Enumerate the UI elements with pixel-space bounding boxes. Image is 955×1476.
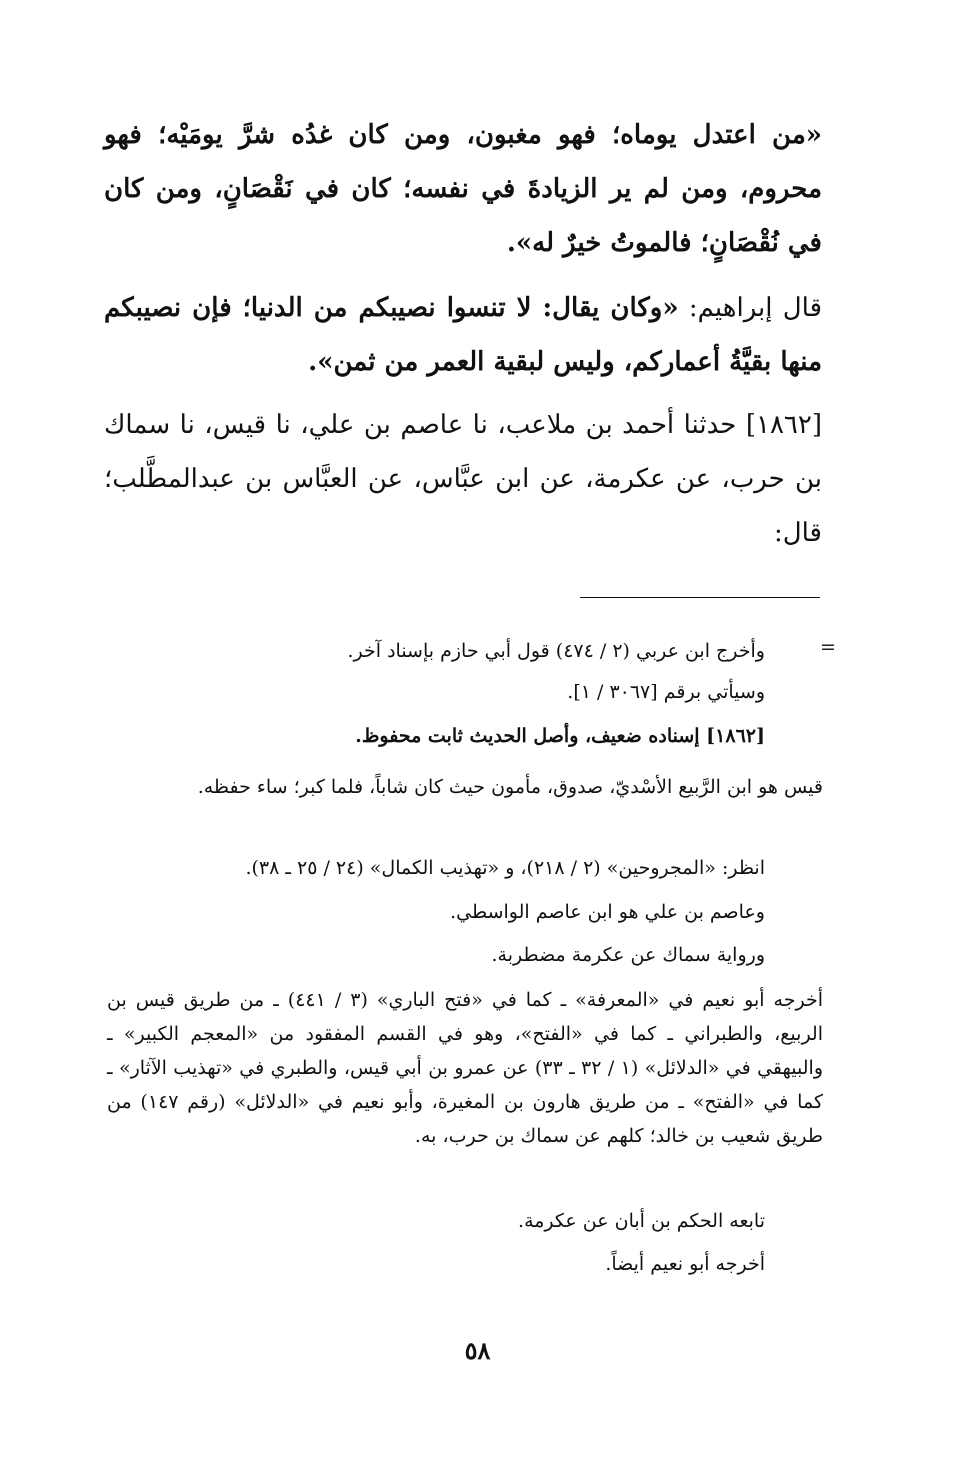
ibrahim-saying-intro: قال إبراهيم:	[678, 293, 823, 323]
ibrahim-saying-paragraph	[104, 281, 822, 389]
ibrahim-saying-quote: «وكان يقال: لا تنسوا نصيبكم من الدنيا؛ فإن نصيبكم منها بقيَّةُ أعماركم، وليس لبقية العمر من ثمن».	[104, 293, 822, 377]
footnote-line: ورواية سماك عن عكرمة مضطربة.	[491, 944, 765, 966]
footnote-line: أخرجه أبو نعيم أيضاً.	[605, 1253, 765, 1275]
footnote-continuation-mark: =	[820, 636, 836, 658]
footnote-line: انظر: «المجروحين» (٢ / ٢١٨)، و «تهذيب الكمال» (٢٤ / ٢٥ ـ ٣٨).	[245, 857, 765, 879]
footnote-paragraph: قيس هو ابن الرَّبيع الأسْديّ، صدوق، مأمون حيث كان شاباً، فلما كبر؛ ساء حفظه.	[197, 776, 823, 798]
footnote-line: وأخرج ابن عربي (٢ / ٤٧٤) قول أبي حازم بإسناد آخر.	[347, 640, 765, 662]
footnote-paragraph: أخرجه أبو نعيم في «المعرفة» ـ كما في «فتح الباري» (٣ / ٤٤١) ـ من طريق قيس بن الربيع، والطبراني ـ كما في «الفتح»، وهو في القسم المفقود من «المعجم الكبير» ـ والبيهقي في «الدلائل» (١ / ٣٢ ـ ٣٣) عن عمرو بن أبي قيس، والطبري في «تهذيب الآثار» ـ كما في «الفتح» ـ من طريق هارون بن المغيرة، وأبو نعيم في «الدلائل» (رقم ١٤٧) من طريق شعيب بن خالد؛ كلهم عن سماك بن حرب، به.	[107, 989, 824, 1147]
footnote-line: وسيأتي برقم [٣٠٦٧ / ١].	[567, 681, 765, 703]
footnote-line: وعاصم بن علي هو ابن عاصم الواسطي.	[450, 901, 765, 923]
hadith-1862-isnad-paragraph: [١٨٦٢] حدثنا أحمد بن ملاعب، نا عاصم بن علي، نا قيس، نا سماك بن حرب، عن عكرمة، عن ابن عبَّاس، عن العبَّاس بن عبدالمطَّلب؛ قال:	[104, 410, 822, 548]
page-number: ٥٨	[464, 1336, 491, 1365]
quote-paragraph: «من اعتدل يوماه؛ فهو مغبون، ومن كان غدُه شرَّ يومَيْه؛ فهو محروم، ومن لم ير الزيادةَ في نفسه؛ كان في نَقْصَانٍ، ومن كان في نُقْصَانٍ؛ فالموتُ خيرٌ له».	[104, 120, 822, 258]
footnote-separator-rule	[580, 597, 820, 598]
footnote-heading-1862: [١٨٦٢] إسناده ضعيف، وأصل الحديث ثابت محفوظ.	[355, 725, 765, 747]
footnote-line: تابعه الحكم بن أبان عن عكرمة.	[518, 1210, 765, 1232]
